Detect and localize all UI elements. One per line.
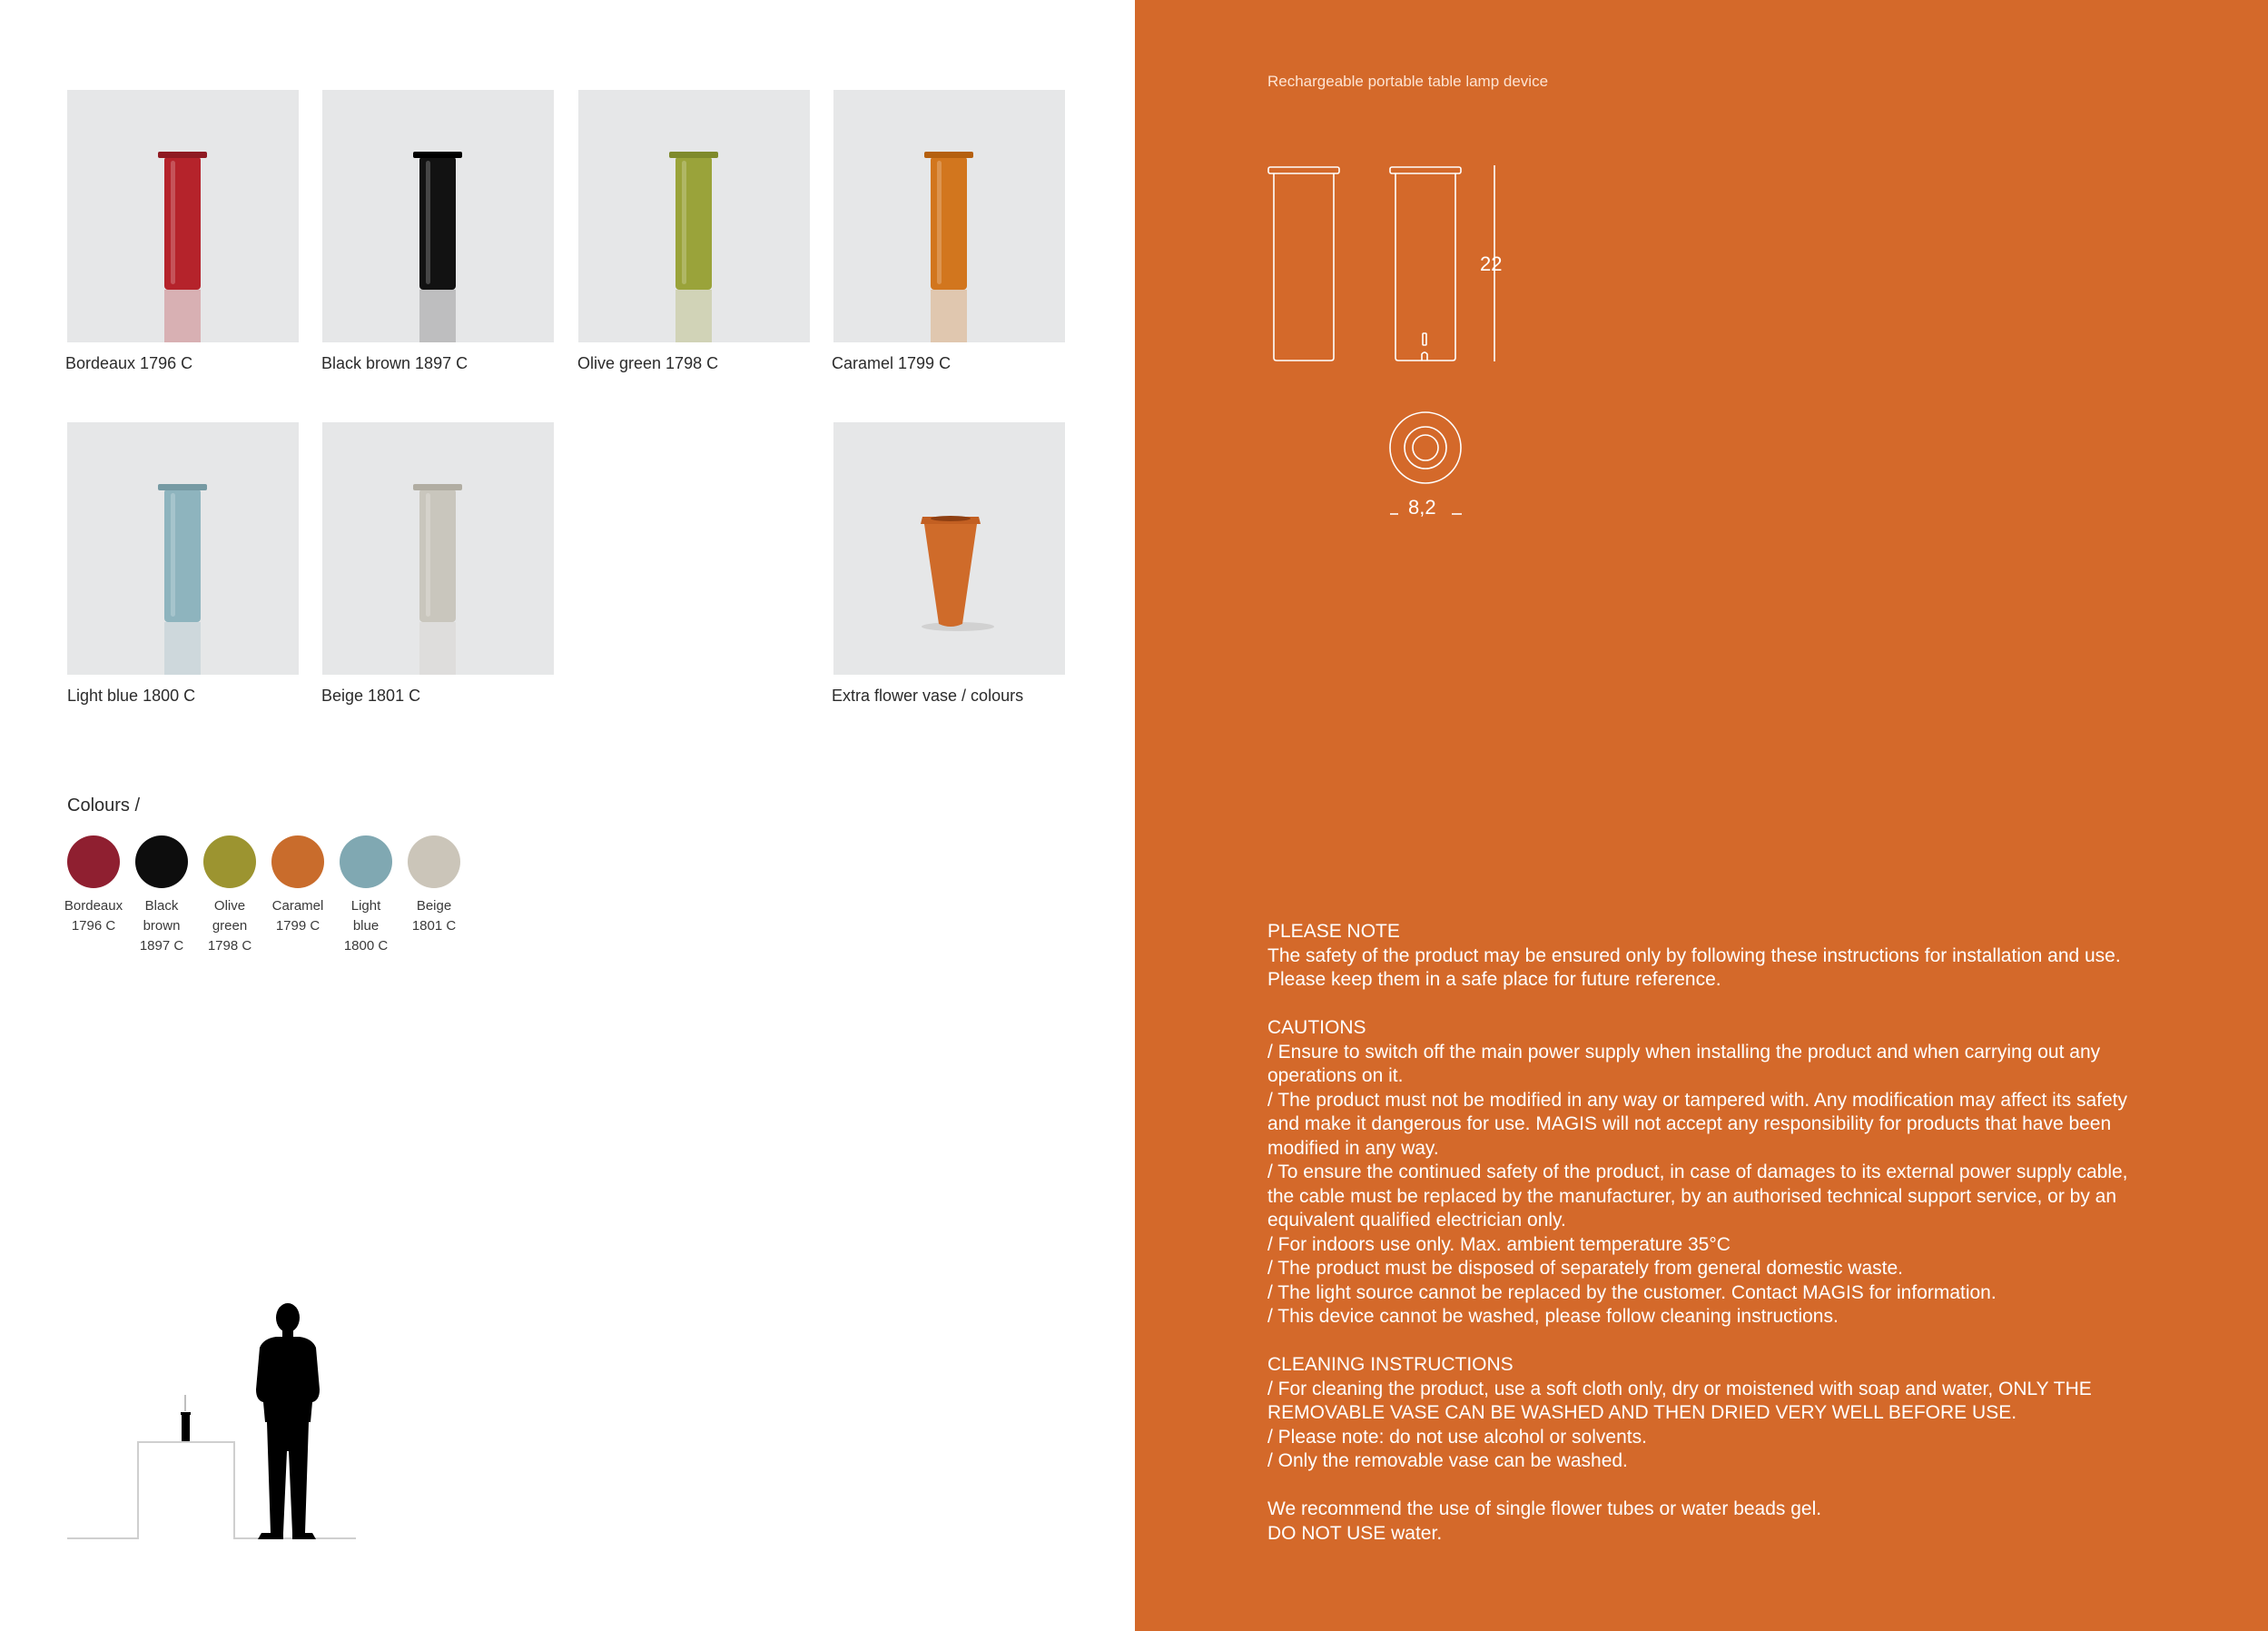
product-label: Extra flower vase / colours [832, 687, 1024, 705]
swatch-light-blue [340, 835, 392, 888]
swatch-label-caramel [261, 896, 334, 936]
lamp-body [164, 489, 201, 622]
please-note-title: PLEASE NOTE [1267, 921, 1400, 942]
swatch-label-line: 1897 C [139, 938, 184, 954]
product-subtitle: Rechargeable portable table lamp device [1267, 73, 1549, 90]
swatch-label-line: brown [143, 918, 181, 934]
cleaning-item: / Please note: do not use alcohol or solvents. [1267, 1426, 1647, 1448]
technical-drawing [1262, 154, 1534, 536]
lamp-cap [924, 152, 973, 158]
product-label: Beige 1801 C [321, 687, 421, 705]
swatch-label-line: blue [352, 918, 380, 934]
swatch-black-brown [135, 835, 188, 888]
cleaning-item: / Only the removable vase can be washed. [1267, 1450, 1628, 1471]
recommend-line: DO NOT USE water. [1267, 1522, 1443, 1544]
product-tile-black-brown [322, 90, 554, 342]
caution-item: / The light source cannot be replaced by the customer. Contact MAGIS for information. [1267, 1281, 1997, 1303]
product-label: Olive green 1798 C [577, 354, 719, 372]
swatch-label-line: Beige [416, 898, 452, 914]
lamp-reflection [931, 290, 967, 342]
scale-illustration [65, 1290, 374, 1544]
cautions-title: CAUTIONS [1267, 1017, 1366, 1038]
swatch-label-beige [398, 896, 470, 936]
product-tile-caramel [833, 90, 1065, 342]
lamp-shine [682, 161, 686, 284]
lamp-cap [413, 152, 462, 158]
lamp-cap [158, 484, 207, 490]
lamp-reflection [164, 290, 201, 342]
product-label: Black brown 1897 C [321, 354, 468, 372]
lamp-reflection [675, 290, 712, 342]
lamp-shine [426, 493, 430, 617]
swatch-label-line: green [212, 918, 248, 934]
caution-item: / Ensure to switch off the main power supply when installing the product and when carrying out any operations on it. [1267, 1041, 2101, 1086]
cleaning-item: / For cleaning the product, use a soft cloth only, dry or moistened with soap and water, ONLY THE REMOVABLE VASE CAN BE WASHED AND THEN DRIED VERY WELL BEFORE USE. [1267, 1378, 2092, 1423]
swatch-label-line: Black [144, 898, 179, 914]
swatch-label-black-brown [125, 896, 198, 956]
swatch-label-line: Olive [213, 898, 246, 914]
swatch-label-line: Light [350, 898, 381, 914]
lamp-body [419, 157, 456, 290]
please-note-text: The safety of the product may be ensured only by following these instructions for installation and use. Please keep them in a safe place for future reference. [1267, 944, 2121, 990]
caution-item: / The product must not be modified in any way or tampered with. Any modification may affect its safety and make it dangerous for use. MAGIS will not accept any responsibility for products that have been modified in any way. [1267, 1089, 2128, 1159]
lamp-body [164, 157, 201, 290]
swatch-caramel [271, 835, 324, 888]
swatch-label-line: 1801 C [411, 918, 457, 934]
flower-vase-image [833, 422, 1065, 675]
lamp-shine [937, 161, 942, 284]
swatch-label-light-blue [330, 896, 402, 956]
swatch-label-line: 1798 C [207, 938, 252, 954]
swatch-label-line: 1799 C [275, 918, 320, 934]
lamp-body [419, 489, 456, 622]
lamp-cap [669, 152, 718, 158]
swatch-label-line: 1796 C [71, 918, 116, 934]
caution-item: / This device cannot be washed, please follow cleaning instructions. [1267, 1306, 1839, 1327]
product-tile-bordeaux [67, 90, 299, 342]
swatch-label-line: 1800 C [343, 938, 389, 954]
lamp-shine [426, 161, 430, 284]
product-label: Bordeaux 1796 C [65, 354, 193, 372]
lamp-body [675, 157, 712, 290]
product-label: Light blue 1800 C [67, 687, 196, 705]
lamp-shine [171, 161, 175, 284]
lamp-cap [158, 152, 207, 158]
swatch-label-line: Bordeaux [64, 898, 123, 914]
right-page [1135, 0, 2268, 1631]
person-silhouette [256, 1303, 320, 1539]
colours-title: Colours / [67, 796, 141, 816]
product-label: Caramel 1799 C [832, 354, 952, 372]
swatch-beige [408, 835, 460, 888]
cleaning-title: CLEANING INSTRUCTIONS [1267, 1354, 1514, 1375]
swatch-bordeaux [67, 835, 120, 888]
lamp-reflection [419, 622, 456, 675]
lamp-cap [413, 484, 462, 490]
lamp-reflection [164, 622, 201, 675]
swatch-label-olive-green [193, 896, 266, 956]
caution-item: / The product must be disposed of separately from general domestic waste. [1267, 1258, 1903, 1279]
height-dimension: 22 [1480, 252, 1503, 275]
caution-item: / For indoors use only. Max. ambient temperature 35°C [1267, 1233, 1731, 1255]
recommend-line: We recommend the use of single flower tubes or water beads gel. [1267, 1498, 1822, 1519]
product-tile-light-blue [67, 422, 299, 675]
lamp-body [931, 157, 967, 290]
swatch-olive-green [203, 835, 256, 888]
product-tile-flower-vase [833, 422, 1065, 675]
lamp-shine [171, 493, 175, 617]
diameter-dimension: 8,2 [1408, 496, 1436, 519]
product-tile-olive-green [578, 90, 810, 342]
swatch-label-line: Caramel [271, 898, 324, 914]
instructions-text [1267, 920, 2139, 1546]
swatch-label-bordeaux [57, 896, 130, 936]
lamp-reflection [419, 290, 456, 342]
product-tile-beige [322, 422, 554, 675]
caution-item: / To ensure the continued safety of the product, in case of damages to its external power supply cable, the cable must be replaced by the manufacturer, by an authorised technical support service, or by an equivalent qualified electrician only. [1267, 1161, 2128, 1231]
